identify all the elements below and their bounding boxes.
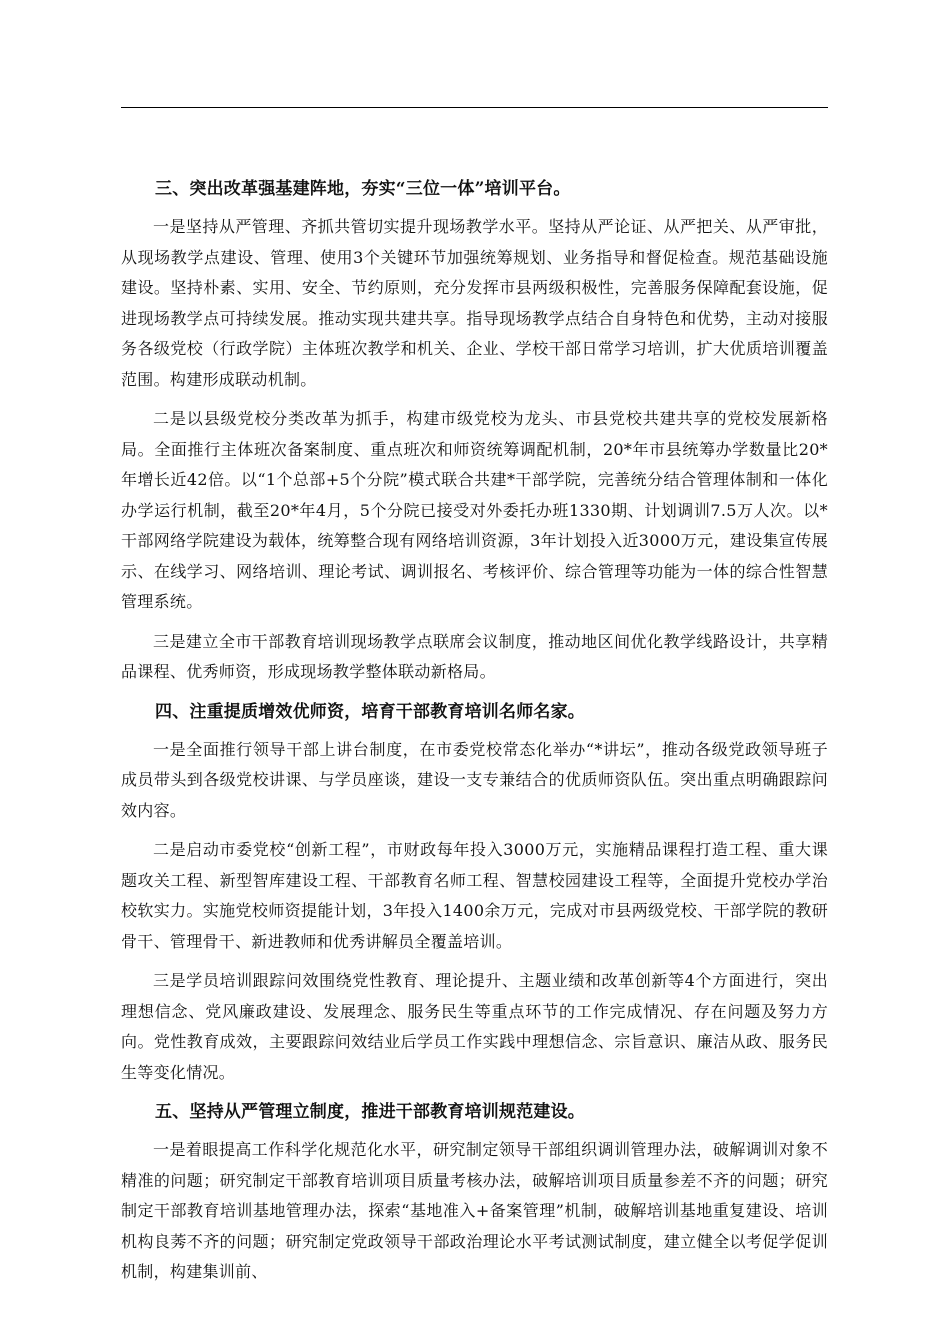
document-body — [121, 174, 828, 1297]
paragraph: 一是着眼提高工作科学化规范化水平，研究制定领导干部组织调训管理办法，破解调训对象不精准的问题；研究制定干部教育培训项目质量考核办法，破解培训项目质量参差不齐的问题；研究制定干部教育培训基地管理办法，探索“基地准入+备案管理”机制，破解培训基地重复建设、培训机构良莠不齐的问题；研究制定党政领导干部政治理论水平考试测试制度，建立健全以考促学促训机制，构建集训前、 — [121, 1140, 828, 1281]
paragraph: 二是以县级党校分类改革为抓手，构建市级党校为龙头、市县党校共建共享的党校发展新格局。全面推行主体班次备案制度、重点班次和师资统筹调配机制，20*年市县统筹办学数量比20*年增长近42倍。以“1个总部+5个分院”模式联合共建*干部学院，完善统分结合管理体制和一体化办学运行机制，截至20*年4月，5个分院已接受对外委托办班1330期、计划调训7.5万人次。以*干部网络学院建设为载体，统筹整合现有网络培训资源，3年计划投入近3000万元，建设集宣传展示、在线学习、网络培训、理论考试、调训报名、考核评价、综合管理等功能为一体的综合性智慧管理系统。 — [121, 409, 828, 611]
section-heading-4: 四、注重提质增效优师资，培育干部教育培训名师名家。 — [155, 701, 585, 722]
section-heading-3: 三、突出改革强基建阵地，夯实“三位一体”培训平台。 — [155, 179, 571, 199]
header-rule — [121, 107, 828, 108]
paragraph: 三是建立全市干部教育培训现场教学点联席会议制度，推动地区间优化教学线路设计，共享精品课程、优秀师资，形成现场教学整体联动新格局。 — [121, 631, 828, 681]
paragraph: 三是学员培训跟踪问效围绕党性教育、理论提升、主题业绩和改革创新等4个方面进行，突出理想信念、党风廉政建设、发展理念、服务民生等重点环节的工作完成情况、存在问题及努力方向。党性教育成效，主要跟踪问效结业后学员工作实践中理想信念、宗旨意识、廉洁从政、服务民生等变化情况。 — [121, 971, 828, 1082]
paragraph: 一是坚持从严管理、齐抓共管切实提升现场教学水平。坚持从严论证、从严把关、从严审批，从现场教学点建设、管理、使用3个关键环节加强统筹规划、业务指导和督促检查。规范基础设施建设。坚持朴素、实用、安全、节约原则，充分发挥市县两级积极性，完善服务保障配套设施，促进现场教学点可持续发展。推动实现共建共享。指导现场教学点结合自身特色和优势，主动对接服务各级党校（行政学院）主体班次教学和机关、企业、学校干部日常学习培训，扩大优质培训覆盖范围。构建形成联动机制。 — [121, 217, 828, 389]
paragraph: 一是全面推行领导干部上讲台制度，在市委党校常态化举办“*讲坛”，推动各级党政领导班子成员带头到各级党校讲课、与学员座谈，建设一支专兼结合的优质师资队伍。突出重点明确跟踪问效内容。 — [121, 739, 828, 820]
paragraph: 二是启动市委党校“创新工程”，市财政每年投入3000万元，实施精品课程打造工程、重大课题攻关工程、新型智库建设工程、干部教育名师工程、智慧校园建设工程等，全面提升党校办学治校软实力。实施党校师资提能计划，3年投入1400余万元，完成对市县两级党校、干部学院的教研骨干、管理骨干、新进教师和优秀讲解员全覆盖培训。 — [121, 840, 828, 951]
section-heading-5: 五、坚持从严管理立制度，推进干部教育培训规范建设。 — [155, 1102, 585, 1122]
